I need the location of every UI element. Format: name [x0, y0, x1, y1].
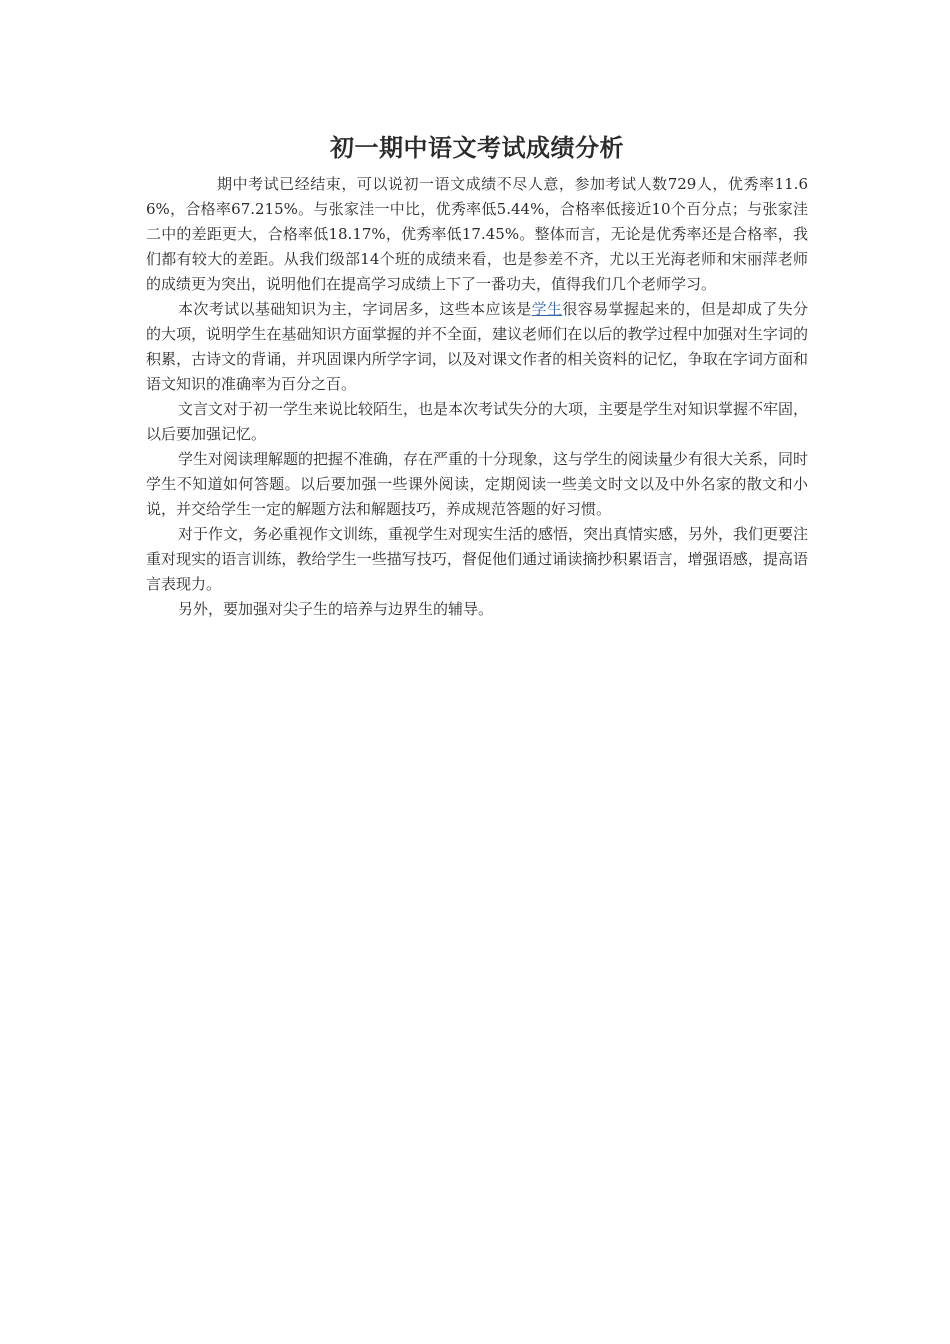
paragraph-exam-overview: 期中考试已经结束，可以说初一语文成绩不尽人意，参加考试人数729人，优秀率11.66%，合格率67.215%。与张家洼一中比，优秀率低5.44%，合格率低接近10个百分点；与张家洼二中的差距更大，合格率低18.17%，优秀率低17.45%。整体而言，无论是优秀率还是合格率，我们都有较大的差距。从我们级部14个班的成绩来看，也是参差不齐，尤以王光海老师和宋丽萍老师的成绩更为突出，说明他们在提高学习成绩上下了一番功夫，值得我们几个老师学习。	[146, 175, 808, 293]
document-page	[146, 128, 808, 622]
paragraph-classical-chinese: 文言文对于初一学生来说比较陌生，也是本次考试失分的大项，主要是学生对知识掌握不牢固，以后要加强记忆。	[146, 400, 809, 443]
paragraph-composition: 对于作文，务必重视作文训练，重视学生对现实生活的感悟，突出真情实感，另外，我们更要注重对现实的语言训练，教给学生一些描写技巧，督促他们通过诵读摘抄积累语言，增强语感，提高语言表现力。	[146, 525, 809, 593]
document-title: 初一期中语文考试成绩分析	[330, 133, 624, 162]
paragraph-top-and-borderline-students: 另外，要加强对尖子生的培养与边界生的辅导。	[178, 600, 494, 618]
student-link[interactable]: 学生	[531, 300, 563, 318]
paragraph-basic-knowledge-text-after: 很容易掌握起来的，但是却成了失分的大项，说明学生在基础知识方面掌握的并不全面，建议老师们在以后的教学过程中加强对生字词的积累，古诗文的背诵，并巩固课内所学字词，以及对课文作者的相关资料的记忆，争取在字词方面和语文知识的准确率为百分之百。	[146, 300, 808, 393]
paragraph-basic-knowledge-text-before: 本次考试以基础知识为主，字词居多，这些本应该是	[178, 300, 532, 318]
paragraph-reading-comprehension: 学生对阅读理解题的把握不准确，存在严重的十分现象，这与学生的阅读量少有很大关系，同时学生不知道如何答题。以后要加强一些课外阅读，定期阅读一些美文时文以及中外名家的散文和小说，并交给学生一定的解题方法和解题技巧，养成规范答题的好习惯。	[146, 450, 809, 518]
paragraph-basic-knowledge	[146, 297, 808, 397]
